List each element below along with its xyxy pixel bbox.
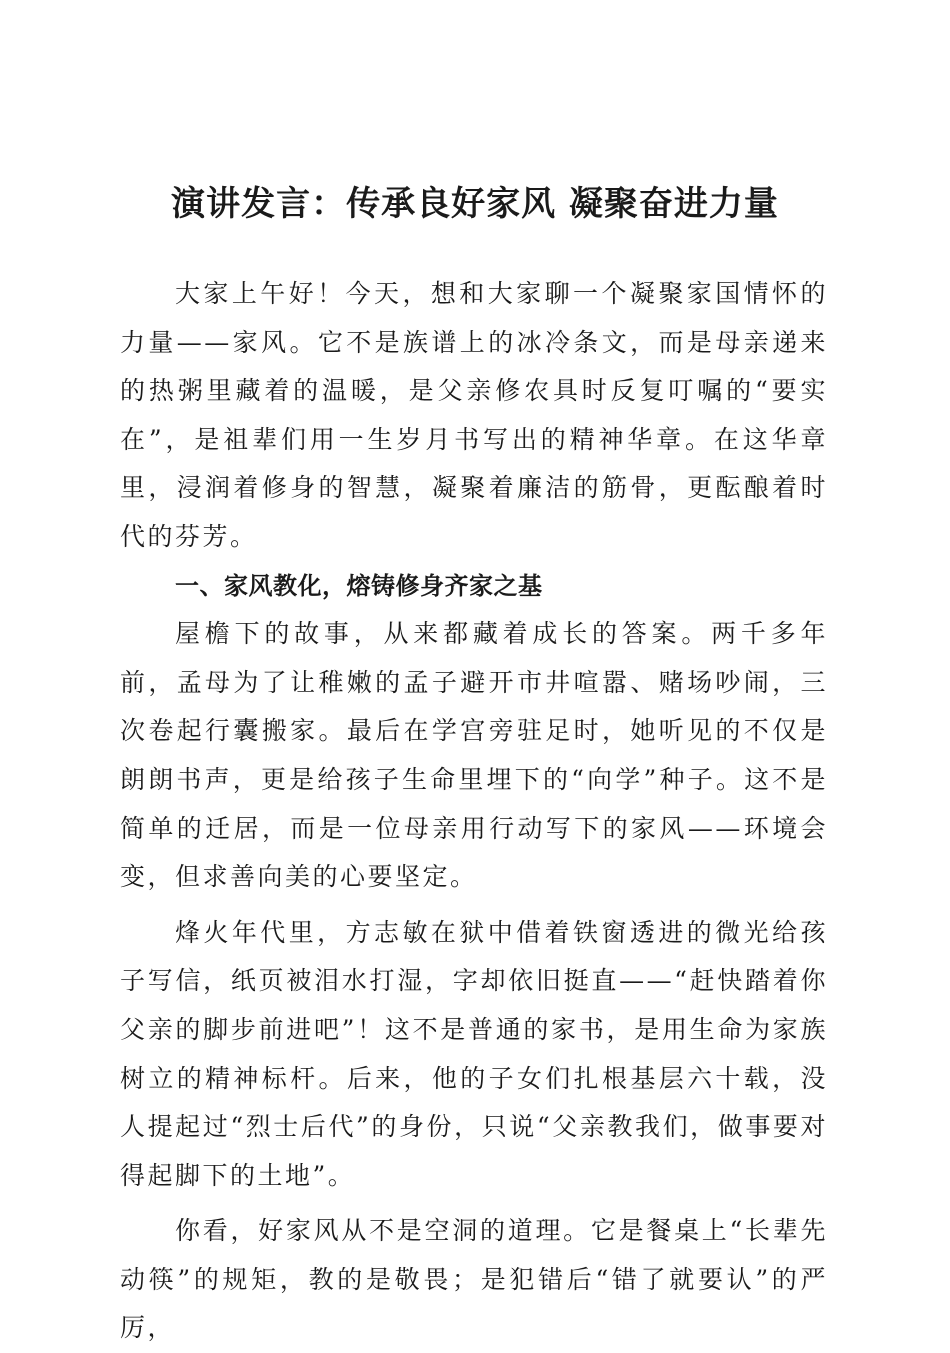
- paragraph-good-family-tradition: 你看，好家风从不是空洞的道理。它是餐桌上“长辈先动筷”的规矩，教的是敬畏；是犯错后“错了就要认”的严厉，: [120, 1216, 828, 1343]
- document-body: [120, 270, 828, 1353]
- section-heading: 一、家风教化，熔铸修身齐家之基: [175, 571, 543, 600]
- paragraph-gap: [120, 902, 828, 909]
- paragraph-mencius-mother: 屋檐下的故事，从来都藏着成长的答案。两千多年前，孟母为了让稚嫩的孟子避开市井喧嚣、赌场吵闹，三次卷起行囊搬家。最后在学宫旁驻足时，她听见的不仅是朗朗书声，更是给孩子生命里埋下的“向学”种子。这不是简单的迁居，而是一位母亲用行动写下的家风——环境会变，但求善向美的心要坚定。: [120, 619, 828, 892]
- intro-paragraph: 大家上午好！今天，想和大家聊一个凝聚家国情怀的力量——家风。它不是族谱上的冰冷条文，而是母亲递来的热粥里藏着的温暖，是父亲修农具时反复叮嘱的“要实在”，是祖辈们用一生岁月书写出的精神华章。在这华章里，浸润着修身的智慧，凝聚着廉洁的筋骨，更酝酿着时代的芬芳。: [120, 279, 828, 551]
- paragraph-fang-zhimin: 烽火年代里，方志敏在狱中借着铁窗透进的微光给孩子写信，纸页被泪水打湿，字却依旧挺直——“赶快踏着你父亲的脚步前进吧”！这不是普通的家书，是用生命为家族树立的精神标杆。后来，他的子女们扎根基层六十载，没人提起过“烈士后代”的身份，只说“父亲教我们，做事要对得起脚下的土地”。: [120, 917, 828, 1190]
- paragraph-gap: [120, 1200, 828, 1207]
- document-title: 演讲发言：传承良好家风 凝聚奋进力量: [171, 184, 779, 224]
